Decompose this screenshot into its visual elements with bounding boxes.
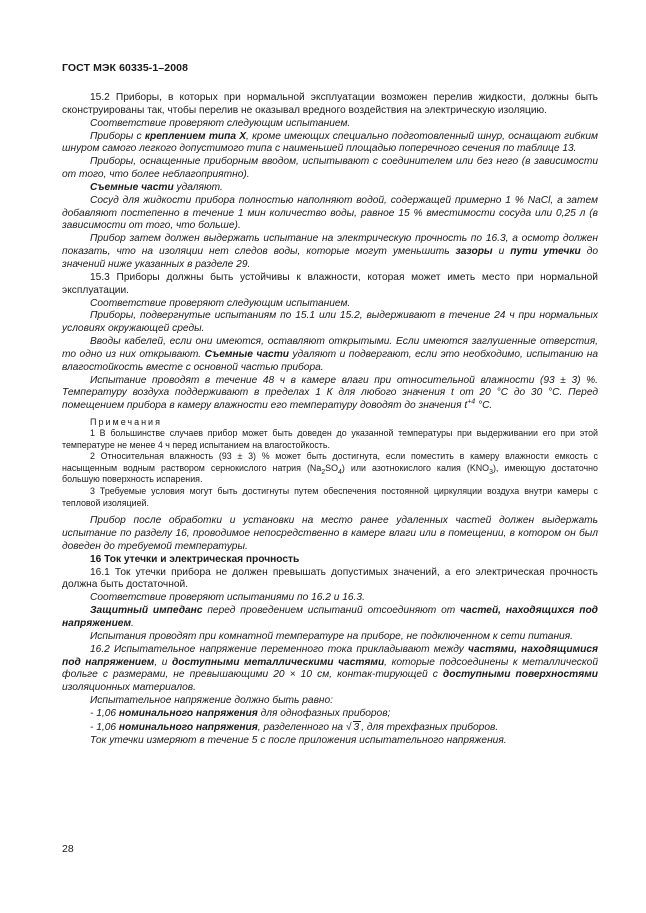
clause-15-2-detachable-parts: Съемные части удаляют. — [90, 181, 223, 193]
clause-15-2-compliance: Соответствие проверяют следующим испытанием. — [90, 117, 351, 129]
clause-15-3-intro: 15.3 Приборы должны быть устойчивы к влажности, которая может иметь место при нормальной эксплуатации. — [62, 271, 598, 296]
clause-15-2-type-x: Приборы с креплением типа X, кроме имеющих специально подготовленный шнур, оснащают гибким шнуром самого легкого допустимого типа с наименьшей площадью поперечного сечения по таблице 13. — [62, 130, 598, 155]
page-body — [62, 92, 598, 747]
standard-header: ГОСТ МЭК 60335-1–2008 — [62, 62, 189, 74]
clause-15-2-appliance-inlet: Приборы, оснащенные приборным вводом, испытывают с соединителем или без него (в зависимости от того, что более неблагоприятно). — [62, 156, 598, 181]
clause-15-2-electric-strength: Прибор затем должен выдержать испытание на электрическую прочность по 16.3, а осмотр должен показать, что на изоляции нет следов воды, которые могут уменьшить зазоры и пути утечки до значений ниже указанных в разделе 29. — [62, 233, 599, 270]
note-1: 1 В большинстве случаев прибор может быть доведен до указанной температуры при выдерживании его при этой температуре не менее 4 ч перед испытанием на влагостойкость. — [62, 428, 598, 450]
clause-15-3-cable-entries: Вводы кабелей, если они имеются, оставляют открытыми. Если имеются заглушенные отверстия, то одно из них открывают. Съемные части удаляют и подвергают, если это необходимо, испытанию на влагостойкость вместе с основной частью прибора. — [62, 336, 598, 373]
notes-title: Примечания — [90, 417, 162, 428]
voltage-single-phase: - 1,06 номинального напряжения для однофазных приборов; — [90, 707, 391, 719]
clause-16-1-intro: 16.1 Ток утечки прибора не должен превышать допустимых значений, а его электрическая прочность должна быть достаточной. — [62, 566, 598, 591]
clause-15-3-compliance: Соответствие проверяют следующим испытанием. — [90, 297, 351, 309]
clause-16-1-room-temperature: Испытания проводят при комнатной температуре на приборе, не подключенном к сети питания. — [90, 630, 573, 642]
clause-16-2-test-voltage: 16.2 Испытательное напряжение переменного тока прикладывают между частями, находящимися под напряжением, и доступными металлическими частями, которые подсоединены к металлической фольге с размерами, не превышающими 20 × 10 см, контак-тирующей с доступными поверхностями изоляционных материалов. — [62, 643, 599, 694]
note-2: 2 Относительная влажность (93 ± 3) % может быть достигнута, если поместить в камеру влажности емкость с насыщенным водным раствором сернокислого натрия $(Na_2SO_4)$ или азотнокислого калия $(KNO_3)$, имеющую достаточно большую поверхность испарения. — [62, 451, 598, 485]
square-root-icon: √ — [345, 721, 352, 733]
page-number: 28 — [62, 843, 74, 855]
section-16-heading: 16 Ток утечки и электрическая прочность — [90, 553, 300, 565]
clause-16-1-compliance: Соответствие проверяют испытаниями по 16.2 и 16.3. — [90, 592, 365, 604]
square-root-radicand: 3 — [353, 721, 360, 733]
clause-16-2-leakage-measurement: Ток утечки измеряют в течение 5 с после приложения испытательного напряжения. — [90, 734, 507, 746]
clause-15-3-conditioning: Приборы, подвергнутые испытаниям по 15.1 или 15.2, выдерживают в течение 24 ч при нормальных условиях окружающей среды. — [62, 310, 598, 335]
note-3: 3 Требуемые условия могут быть достигнуты путем обеспечения постоянной циркуляции воздуха внутри камеры с тепловой изоляцией. — [62, 486, 598, 508]
clause-15-3-after-treatment: Прибор после обработки и установки на место ранее удаленных частей должен выдержать испытание по разделу 16, проводимое непосредственно в камере влаги или в помещении, в котором он был доведен до требуемой температуры. — [62, 515, 598, 552]
clause-16-1-protective-impedance: Защитный импеданс перед проведением испытаний отсоединяют от частей, находящихся под напряжением. — [62, 605, 598, 629]
clause-15-2-intro: 15.2 Приборы, в которых при нормальной эксплуатации возможен перелив жидкости, должны быть сконструированы так, чтобы перелив не оказывал вредного воздействия на электрическую изоляцию. — [62, 92, 598, 116]
voltage-three-phase: - 1,06 номинального напряжения, разделенного на √ 3 , для трехфазных приборов. — [90, 721, 499, 733]
clause-15-3-humidity-test: Испытание проводят в течение 48 ч в камере влаги при относительной влажности (93 ± 3) %. Температуру воздуха поддерживают в пределах 1 К для любого значения t от 20 °C до 30 °C. Перед помещением прибора в камеру влажности его температуру доводят до значения $t^{+4}$ °C. — [62, 374, 598, 412]
clause-16-2-voltage-values: Испытательное напряжение должно быть равно: — [90, 695, 333, 707]
clause-15-2-container-fill: Сосуд для жидкости прибора полностью наполняют водой, содержащей примерно 1 % NaCl, а затем добавляют постепенно в течение 1 мин количество воды, равное 15 % вместимости сосуда или 0,25 л (в зависимости от того, что больше). — [62, 194, 598, 232]
